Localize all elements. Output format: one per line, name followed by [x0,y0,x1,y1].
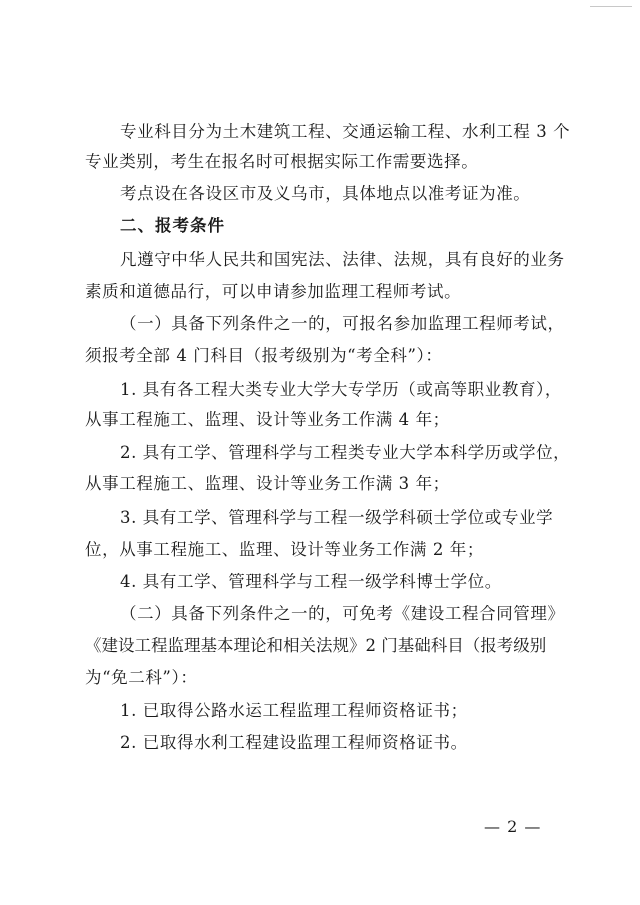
body-line-7: （一）具备下列条件之一的，可报名参加监理工程师考试， [120,314,565,333]
top-edge-rule [590,6,632,7]
body-line-14: 位，从事工程施工、监理、设计等业务工作满 2 年； [85,540,484,559]
body-line-2: 专业类别，考生在报名时可根据实际工作需要选择。 [85,152,479,171]
section-heading: 二、报考条件 [120,216,225,235]
body-line-16: （二）具备下列条件之一的，可免考《建设工程合同管理》 [120,604,565,623]
body-line-15: 4. 具有工学、管理科学与工程一级学科博士学位。 [120,572,502,591]
page-number: — 2 — [484,817,542,836]
body-line-3: 考点设在各设区市及义乌市，具体地点以准考证为准。 [120,184,531,203]
body-line-9: 1. 具有各工程大类专业大学大专学历（或高等职业教育）， [120,380,563,399]
body-line-5: 凡遵守中华人民共和国宪法、法律、法规，具有良好的业务 [120,250,565,269]
body-line-18: 为“免二科”）： [85,668,198,687]
body-line-8: 须报考全部 4 门科目（报考级别为“考全科”）： [85,346,443,365]
body-line-10: 从事工程施工、监理、设计等业务工作满 4 年； [85,410,450,429]
body-line-17: 《建设工程监理基本理论和相关法规》2 门基础科目（报考级别 [85,636,547,655]
body-line-19: 1. 已取得公路水运工程监理工程师资格证书； [120,701,468,720]
body-line-12: 从事工程施工、监理、设计等业务工作满 3 年； [85,474,450,493]
body-line-13: 3. 具有工学、管理科学与工程一级学科硕士学位或专业学 [120,508,554,527]
body-line-11: 2. 具有工学、管理科学与工程类专业大学本科学历或学位， [120,443,571,462]
body-line-1: 专业科目分为土木建筑工程、交通运输工程、水利工程 3 个 [120,122,571,141]
body-line-6: 素质和道德品行，可以申请参加监理工程师考试。 [85,282,462,301]
body-line-20: 2. 已取得水利工程建设监理工程师资格证书。 [120,733,468,752]
